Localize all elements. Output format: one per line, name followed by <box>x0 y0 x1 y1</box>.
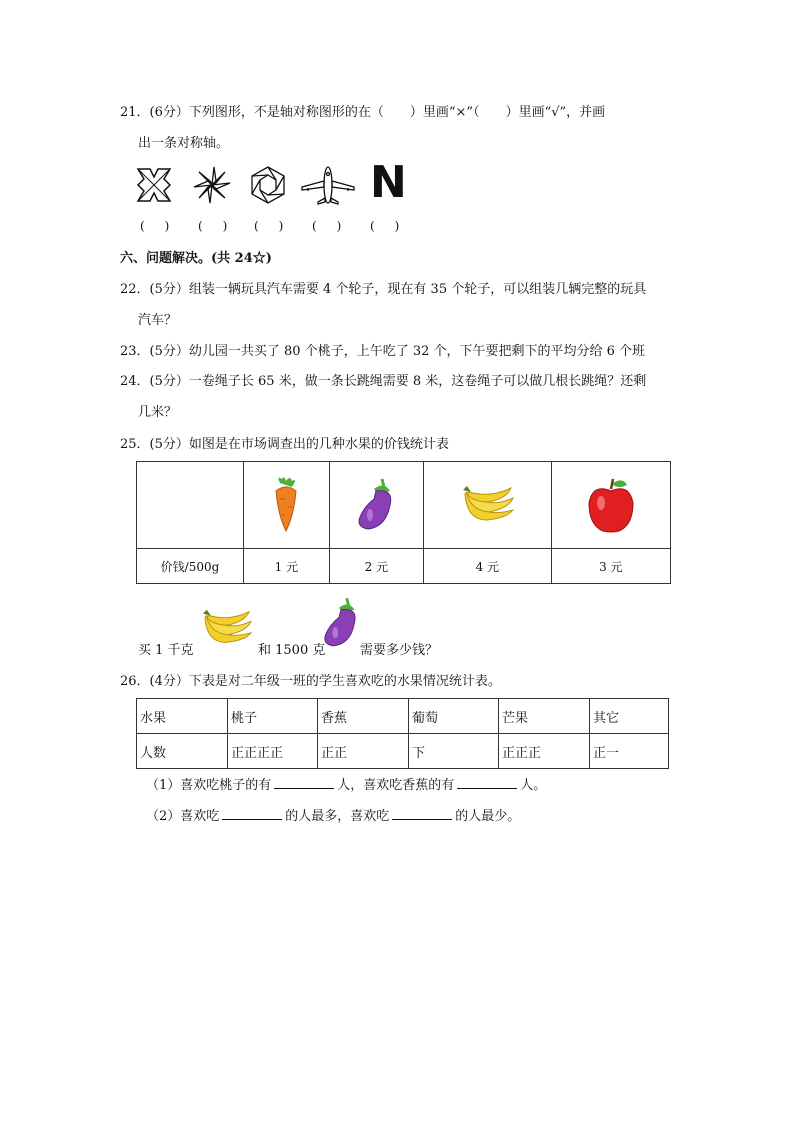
header-other: 其它 <box>590 699 669 734</box>
eggplant-cell <box>329 462 423 549</box>
carrot-cell <box>244 462 330 549</box>
q22-line2: 汽车？ <box>138 313 178 328</box>
banana-icon <box>457 480 517 530</box>
eggplant-icon <box>320 594 362 652</box>
count-grape: 下 <box>409 734 499 769</box>
q24-line2: 几米？ <box>138 405 178 420</box>
symmetry-shapes <box>134 157 414 235</box>
section-6-title: 六、问题解决。(共 24☆) <box>120 251 272 266</box>
header-grape: 葡萄 <box>409 699 499 734</box>
fruit-preference-table <box>136 698 669 769</box>
count-peach: 正正正正 <box>228 734 318 769</box>
count-banana: 正正 <box>318 734 409 769</box>
q21-line1: 21．(6分）下列图形，不是轴对称图形的在（ ）里画“×”（ ）里画“√”，并画 <box>120 105 606 120</box>
q23-line1: 23．(5分）幼儿园一共买了 80 个桃子，上午吃了 32 个，下午要把剩下的平均分给 6 个班 <box>120 344 646 359</box>
q26-sub1-text-c: 人。 <box>520 778 547 793</box>
count-mango: 正正正 <box>499 734 590 769</box>
answer-paren-3[interactable]: ( ) <box>254 219 288 233</box>
q25-line1: 25．(5分）如图是在市场调查出的几种水果的价钱统计表 <box>120 437 449 452</box>
answer-paren-4[interactable]: ( ) <box>312 219 346 233</box>
banana-cell <box>424 462 552 549</box>
price-table-corner <box>137 462 244 549</box>
answer-paren-5[interactable]: ( ) <box>370 219 404 233</box>
cross-shape-icon <box>134 165 174 205</box>
apple-cell <box>551 462 670 549</box>
answer-paren-2[interactable]: ( ) <box>198 219 232 233</box>
eggplant-icon <box>354 475 398 535</box>
header-banana: 香蕉 <box>318 699 409 734</box>
buy-text-3: 需要多少钱？ <box>360 643 439 658</box>
apple-price: 3 元 <box>551 549 670 584</box>
hexagon-swirl-icon <box>248 165 288 205</box>
header-fruit: 水果 <box>137 699 228 734</box>
airplane-icon <box>300 165 356 205</box>
q26-sub1-text-a: （1）喜欢吃桃子的有 <box>146 778 272 793</box>
pinwheel-shape-icon <box>192 165 232 205</box>
q26-sub1-text-b: 人，喜欢吃香蕉的有 <box>337 778 455 793</box>
buy-text-1: 买 1 千克 <box>138 643 194 658</box>
q21-line2: 出一条对称轴。 <box>138 136 230 151</box>
header-mango: 芒果 <box>499 699 590 734</box>
q24-line1: 24．(5分）一卷绳子长 65 米，做一条长跳绳需要 8 米，这卷绳子可以做几根长跳绳？还剩 <box>120 374 647 389</box>
answer-paren-1[interactable]: ( ) <box>140 219 174 233</box>
most-liked-blank[interactable] <box>222 807 282 820</box>
carrot-icon <box>266 475 306 535</box>
q26-sub1 <box>146 776 546 795</box>
price-row-label: 价钱/500g <box>137 549 244 584</box>
apple-icon <box>583 475 639 535</box>
peach-count-blank[interactable] <box>274 776 334 789</box>
header-peach: 桃子 <box>228 699 318 734</box>
q22-line1: 22．(5分）组装一辆玩具汽车需要 4 个轮子，现在有 35 个轮子，可以组装几辆完整的玩具 <box>120 282 647 297</box>
count-label: 人数 <box>137 734 228 769</box>
banana-icon <box>196 604 256 652</box>
carrot-price: 1 元 <box>244 549 330 584</box>
least-liked-blank[interactable] <box>392 807 452 820</box>
q26-sub2-text-c: 的人最少。 <box>455 809 521 824</box>
q26-line1: 26．(4分）下表是对二年级一班的学生喜欢吃的水果情况统计表。 <box>120 674 501 689</box>
q26-sub2-text-a: （2）喜欢吃 <box>146 809 220 824</box>
banana-price: 4 元 <box>424 549 552 584</box>
letter-n-shape: N <box>370 157 407 208</box>
eggplant-price: 2 元 <box>329 549 423 584</box>
fruit-price-table <box>136 461 671 584</box>
q26-sub2-text-b: 的人最多，喜欢吃 <box>285 809 390 824</box>
q26-sub2 <box>146 807 520 826</box>
buy-text-2: 和 1500 克 <box>258 643 326 658</box>
banana-count-blank[interactable] <box>457 776 517 789</box>
count-other: 正一 <box>590 734 669 769</box>
